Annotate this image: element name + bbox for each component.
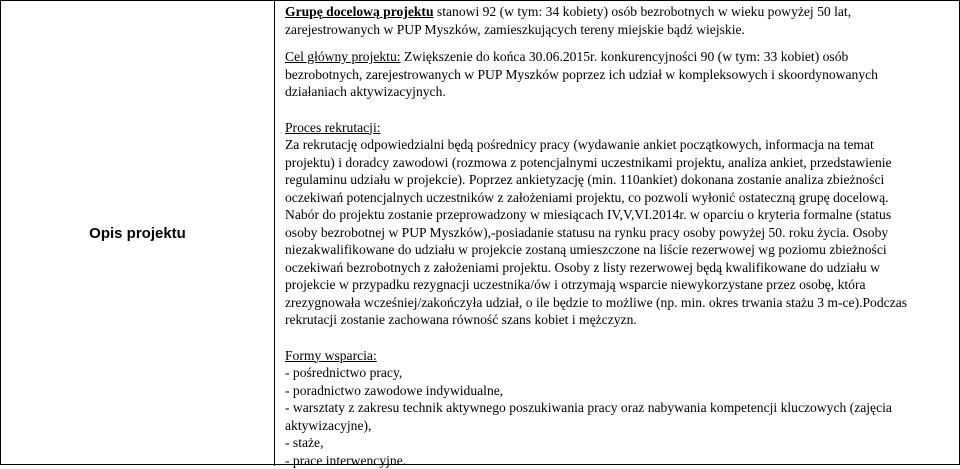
recruitment-line: projektu) i doradcy zawodowi (rozmowa z potencjalnymi uczestnikami projektu, analiza ankiet, przedstawienie [285, 154, 953, 172]
row-label: Opis projektu [89, 225, 186, 242]
recruitment-line: rekrutacji zostanie zachowana równość szans kobiet i mężczyzn. [285, 311, 953, 329]
recruitment-line: oczekiwań potencjalnych uczestników z założeniami projektu, co pozwoli wyłonić ostateczną grupę docelową. [285, 189, 953, 207]
content-cell [285, 3, 953, 469]
recruitment-line: osoby bezrobotnej w PUP Myszków),-posiadanie statusu na rynku pracy osoby powyżej 50. roku życia. Osoby [285, 224, 953, 242]
support-form-item: - staże, [285, 434, 953, 452]
target-group-text-2: zarejestrowanych w PUP Myszków, zamieszkujących tereny miejskie bądź wiejskie. [285, 21, 953, 39]
recruitment-line: zrezygnowała wcześniej/zakończyła udział, o ile będzie to możliwe (np. min. okres trwania stażu 3 m-ce).Podczas [285, 294, 953, 312]
support-form-item: - poradnictwo zawodowe indywidualne, [285, 382, 953, 400]
recruitment-line: niezakwalifikowane do udziału w projekcie zostaną umieszczone na liście rezerwowej wg poziomu zbieżności [285, 241, 953, 259]
support-forms-paragraph [285, 347, 953, 469]
main-goal-paragraph [285, 48, 953, 101]
main-goal-text-1: Zwiększenie do końca 30.06.2015r. konkurencyjności 90 (w tym: 33 kobiet) osób [401, 49, 849, 64]
recruitment-heading: Proces rekrutacji: [285, 119, 953, 137]
main-goal-heading: Cel główny projektu: [285, 49, 401, 64]
support-forms-heading: Formy wsparcia: [285, 347, 953, 365]
target-group-text-1: stanowi 92 (w tym: 34 kobiety) osób bezrobotnych w wieku powyżej 50 lat, [434, 4, 852, 19]
recruitment-line: Nabór do projektu zostanie przeprowadzony w miesiącach IV,V,VI.2014r. w oparciu o kryteria formalne (status [285, 206, 953, 224]
label-cell [1, 1, 275, 466]
support-form-item: - pośrednictwo pracy, [285, 364, 953, 382]
recruitment-line: projekcie w przypadku rezygnacji uczestnika/ów i otrzymają wsparcie niewykorzystane przez osobę, która [285, 276, 953, 294]
recruitment-paragraph [285, 119, 953, 329]
recruitment-line: oczekiwań bezrobotnych z założeniami projektu. Osoby z listy rezerwowej będą kwalifikowane do udziału w [285, 259, 953, 277]
main-goal-text-3: działaniach aktywizacyjnych. [285, 83, 953, 101]
target-group-paragraph [285, 3, 953, 38]
target-group-heading: Grupę docelową projektu [285, 4, 434, 19]
recruitment-line: regulaminu udziału w projekcie). Poprzez ankietyzację (min. 110ankiet) dokonana zostanie analiza zbieżności [285, 171, 953, 189]
support-form-item: - prace interwencyjne. [285, 452, 953, 469]
support-form-item: aktywizacyjne), [285, 417, 953, 435]
recruitment-line: Za rekrutację odpowiedzialni będą pośrednicy pracy (wydawanie ankiet początkowych, informacja na temat [285, 136, 953, 154]
main-goal-text-2: bezrobotnych, zarejestrowanych w PUP Myszków poprzez ich udział w kompleksowych i skoordynowanych [285, 66, 953, 84]
support-form-item: - warsztaty z zakresu technik aktywnego poszukiwania pracy oraz nabywania kompetencji kluczowych (zajęcia [285, 399, 953, 417]
